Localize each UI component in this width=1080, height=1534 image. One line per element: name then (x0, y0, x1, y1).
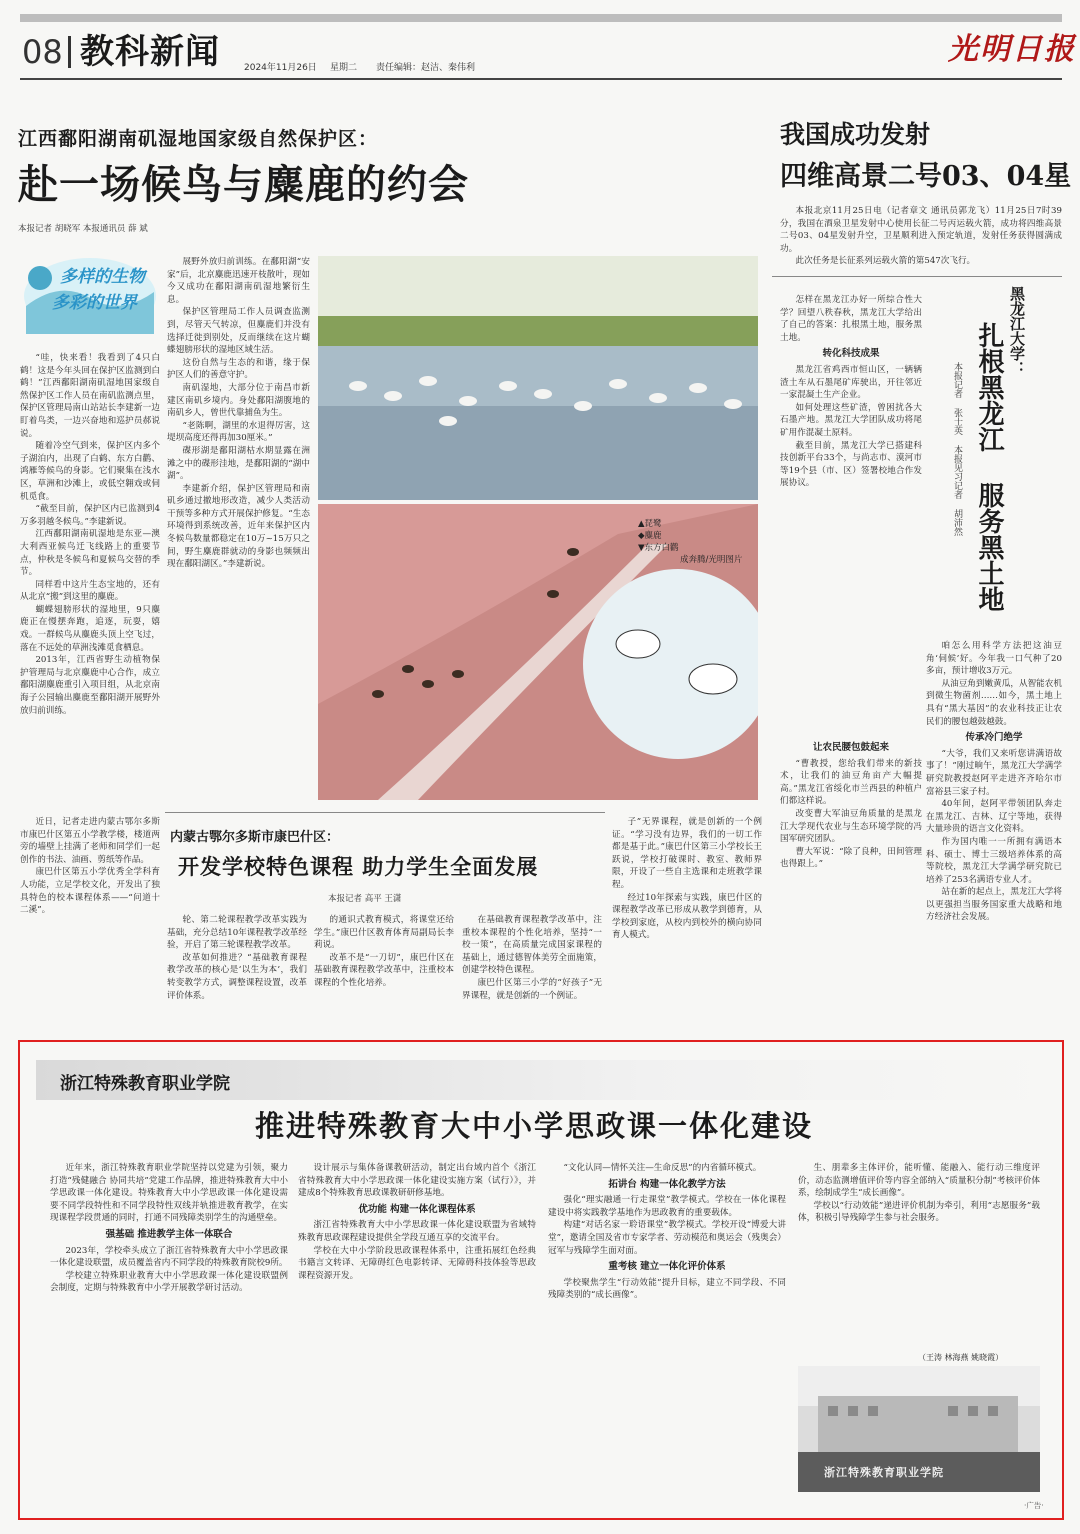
im-col-4: 子”无界课程，就是创新的一个例证。“学习没有边界，我们的一切工作都是基于此。”康巴什区第三小学校长王跃说，学校打破课时、教室、教师界限，开设了一些自主选课和走班教学课程。 经过10年探索与实践，康巴什区的课程教学改革已形成从教学到德育，从学校到家庭，从校内到校外的横向协同育人模式。 (612, 817, 762, 941)
im-byline: 本报记者 高平 王潇 (328, 894, 402, 904)
zj-credit: （王涛 林海燕 姚晓霞） (918, 1353, 1004, 1362)
zj-kicker: 浙江特殊教育职业学院 (60, 1074, 230, 1094)
im-col-3: 在基础教育课程教学改革中，注重校本课程的个性化培养，坚持“一校一策”，在高质量完成国家课程的基础上，通过德智体美劳全面施策，创建学校特色课程。 康巴什区第三小学的“好孩子”无界课程，就是创新的一个例证。 (462, 915, 602, 1001)
lead-byline: 本报记者 胡晓军 本报通讯员 薛 斌 (18, 224, 148, 234)
im-rule (165, 812, 605, 813)
zj-col-2: 设计展示与集体备课教研活动，制定出台域内首个《浙江省特殊教育大中小学思政课一体化建设实施方案（试行）》，并建成8个特殊教育思政课教研研修基地。 优功能 构建一体化课程体系 浙江省特殊教育大中小学思政课一体化建设联盟为省域特殊教育思政课程建设提供全学段互通互享的交流平台。 学校在大中小学阶段思政课程体系中，注重拓展红色经典书籍言文转译、无障碍红色电影转译、无障碍科技体验等思政课程资源开发。 (298, 1163, 536, 1281)
lead-col-1-tail: 近日，记者走进内蒙古鄂尔多斯市康巴什区第五小学教学楼，楼道两旁的墙壁上挂满了老师和同学们一起创作的书法、油画、剪纸等作品。 康巴什区第五小学优秀全学科育人功能，立足学校文化，开发出了独具特色的校本课程体系——“问道十二溪”。 (20, 817, 160, 916)
im-headline: 开发学校特色课程 助力学生全面发展 (178, 854, 539, 879)
egret-flock-photo (318, 256, 758, 500)
lead-col-1: “哇，快来看！我看到了4只白鹤！这是今年头回在保护区监测到白鹤！”江西鄱阳湖南矶湿地国家级自然保护区工作人员在南矶监测点里，保护区管理局南山站站长李建新一边盯着鸟类，一边兴奋地和巡护员郝说说。 随着冷空气到来，保护区内多个子湖泊内，出现了白鹤、东方白鹳、鸿雁等候鸟的身影。它们聚集在浅水区，草洲和沙滩上，或低空翱戏或伺机觅食。 “截至目前，保护区内已监测到4万多羽越冬候鸟。”李建新说。 江西鄱阳湖南矶湿地是东亚—澳大利西亚候鸟迁飞线路上的重要节点，仲秋是冬候鸟和夏候鸟交替的季节。 同样看中这片生态宝地的，还有从北京“搬”到这里的麋鹿。 蝴蝶翅膀形状的湿地里，9只麋鹿正在慢摆奔跑，追逐，玩耍，嬉戏。一群候鸟从麋鹿头顶上空飞过，落在不远处的草洲浅滩觅食栖息。 2013年，江西省野生动植物保护管理局与北京麋鹿中心合作，成立鄱阳湖麋鹿重引入项目组，从北京南海子公园输出麋鹿至鄱阳湖开展野外放归前训练。 (20, 353, 160, 716)
im-col-2: 的通识式教育模式，将课堂还给学生。”康巴什区教育体育局副局长李莉说。 改革不是“一刀切”，康巴什区在基础教育课程教学改革中，注重校本课程的个性化培养。 (314, 915, 454, 988)
lead-kicker: 江西鄱阳湖南矶湿地国家级自然保护区： (18, 128, 379, 150)
page-number: 08 (22, 33, 63, 71)
right-rule (772, 276, 1062, 277)
photo-birds-lake (318, 256, 758, 500)
im-kicker: 内蒙古鄂尔多斯市康巴什区： (170, 830, 340, 845)
sat-headline-2: 四维高景二号03、04星 (780, 161, 1072, 192)
hlj-headline: 扎根黑龙江 服务黑土地 (974, 322, 1004, 612)
campus-photo (798, 1366, 1040, 1492)
im-col-1: 轮、第二轮课程教学改革实践为基础，充分总结10年课程教学改革经验，开启了第三轮课程教学改革。 改革如何推进？“基础教育课程教学改革的核心是‘以生为本’，我们转变教学方式，调整课程设置，改革评价体系。 (167, 915, 307, 1001)
hlj-kicker: 黑龙江大学： (1008, 286, 1026, 376)
zj-headline: 推进特殊教育大中小学思政课一体化建设 (255, 1109, 814, 1143)
header-rule (20, 78, 1062, 80)
satellite-body: 本报北京11月25日电（记者章文 通讯员郭龙飞）11月25日7时39分，我国在酒泉卫星发射中心使用长征二号丙运载火箭，成功将四维高景二号03、04星发射升空，卫星顺利进入预定轨道，发射任务获得圆满成功。 此次任务是长征系列运载火箭的第547次飞行。 (780, 206, 1062, 267)
campus-sign-text: 浙江特殊教育职业学院 (824, 1466, 944, 1479)
zj-col-1: 近年来，浙江特殊教育职业学院坚持以党建为引领，聚力打造“残健融合 协同共培”党建工作品牌，推进特殊教育大中小学思政课一体化建设。特殊教育大中小学思政课一体化建设需要不同学段特性和不同学段特性双线并轨推进教育教学，在实现课程学段贯通的同时，打通不同残障类别学生的沟通壁垒。 强基础 推进教学主体一体联合 2023年，学校牵头成立了浙江省特殊教育大中小学思政课一体化建设联盟，成员覆盖省内不同学段的特殊教育院校9所。 学校建立特殊职业教育大中小学思政课一体化建设联盟例会制度，定期与特殊教育中小学开展教学研讨活动。 (50, 1163, 288, 1294)
hlj-col-1-lower: 让农民腰包鼓起来 “曹教授，您给我们带来的新技术，让我们的油豆角亩产大幅提高。”黑龙江省绥化市兰西县的种植户们都这样说。 改变曹大军油豆角质量的是黑龙江大学现代农业与生态环境学院的冯国军研究团队。 曹大军说：“除了良种，田间管理也得跟上。” (780, 742, 922, 870)
zj-col-3: “文化认同—情怀关注—生命反思”的内省循环模式。 拓讲台 构建一体化教学方法 强化“理实融通一行走课堂”教学模式。学校在一体化课程建设中将实践教学基地作为思政教育的重要载体。 构建“对话名家一聆语课堂”教学模式。学校开设“博爱大讲堂”，邀请全国及省市专家学者、劳动模范和奥运会（残奥会）冠军与残障学生面对面。 重考核 建立一体化评价体系 学校聚焦学生“行动效能”提升目标，建立不同学段、不同残障类别的“成长画像”。 (548, 1163, 786, 1301)
lead-headline: 赴一场候鸟与麋鹿的约会 (18, 161, 469, 208)
sat-headline-1: 我国成功发射 (780, 120, 931, 149)
editors: 责任编辑：赵洁、秦伟利 (376, 63, 476, 73)
masthead-logo: 光明日报 (948, 32, 1076, 67)
lead-col-2: 展野外放归前训练。在鄱阳湖“安家”后，北京麋鹿迅速开枝散叶，现如今又成功在鄱阳湖南矶湿地繁衍生息。 保护区管理局工作人员调查监测到，尽管天气转凉，但麋鹿们并没有选择迁徙到别处，反而继续在这片蝴蝶翅膀形状的湿地区域生活。 这份自然与生态的和谐，缘于保护区人们的善意守护。 南矶湿地，大部分位于南昌市新建区南矶乡境内。身处鄱阳湖腹地的南矶乡人，曾世代靠捕鱼为生。 “老陈啊，湖里的水退得厉害，这堤坝高度还得再加30厘米。” 碟形湖是鄱阳湖枯水期显露在洲滩之中的碟形洼地，是鄱阳湖的“湖中湖”。 李建新介绍，保护区管理局和南矶乡通过撤地形改造，减少人类活动干预等多种方式开展保护修复。“生态环境得到系统改善，近年来保护区内冬候鸟数量都稳定在10万~15万只之间，野生麋鹿群就动的身影也频频出现在鄱阳湖区。”李建新说。 (167, 257, 310, 570)
section-title: 教科新闻 (80, 32, 220, 72)
ad-label: ·广告· (1024, 1501, 1044, 1510)
top-band (20, 14, 1062, 22)
biodiversity-badge: 多样的生物 多彩的世界 (20, 250, 160, 338)
photo-caption: ▲琵鹭 ◆麋鹿 ▼东方白鹳 成奔腾/光明图片 (638, 519, 743, 565)
hlj-col-2: 咱怎么用科学方法把这油豆角‘伺候’好。今年我一口气种了20多亩，预计增收3万元。 从油豆角到嫩黄瓜，从智能农机到微生物菌剂……如今，黑土地上具有“黑大基因”的农业科技正让农民们的腰包越鼓越鼓。 传承冷门绝学 “大爷，我们又来听您讲满语故事了！”刚过晌午，黑龙江大学满学研究院教授赵阿平走进齐齐哈尔市富裕县三家子村。 40年间，赵阿平带领团队奔走在黑龙江、吉林、辽宁等地，获得大量珍贵的语言文化资料。 作为国内唯一一所拥有满语本科、硕士、博士三级培养体系的高等院校，黑龙江大学满学研究院已培养了253名满语专业人才。 站在新的起点上，黑龙江大学将以更强担当服务国家重大战略和地方经济社会发展。 (926, 641, 1062, 923)
issue-date: 2024年11月26日 (244, 63, 317, 73)
zj-col-4: 生、朋辈多主体评价，能听懂、能融入、能行动三维度评价，动态监测增值评价等内容全部纳入“质量积分制”考核评价体系，绘制成学生“成长画像”。 学校以“行动效能”递进评价机制为牵引，利用“志愿服务”载体，积极引导残障学生参与社会服务。 (798, 1163, 1040, 1224)
header-divider (68, 36, 71, 68)
weekday: 星期二 (330, 63, 358, 73)
hlj-col-1: 怎样在黑龙江办好一所综合性大学？回望八秩春秋，黑龙江大学给出了自己的答案：扎根黑土地，服务黑土地。 转化科技成果 黑龙江省鸡西市恒山区，一辆辆渣土车从石墨尾矿库驶出，开往邻近一家混凝土生产企业。 如何处理这些矿渣，曾困扰各大石墨产地。黑龙江大学团队成功将尾矿用作混凝土原料。 截至目前，黑龙江大学已搭建科技创新平台33个，与尚志市、漠河市等19个县（市、区）签署校地合作发展协议。 (780, 295, 922, 489)
hlj-byline: 本报记者 张士英 本报见习记者 胡沛然 (952, 362, 962, 536)
